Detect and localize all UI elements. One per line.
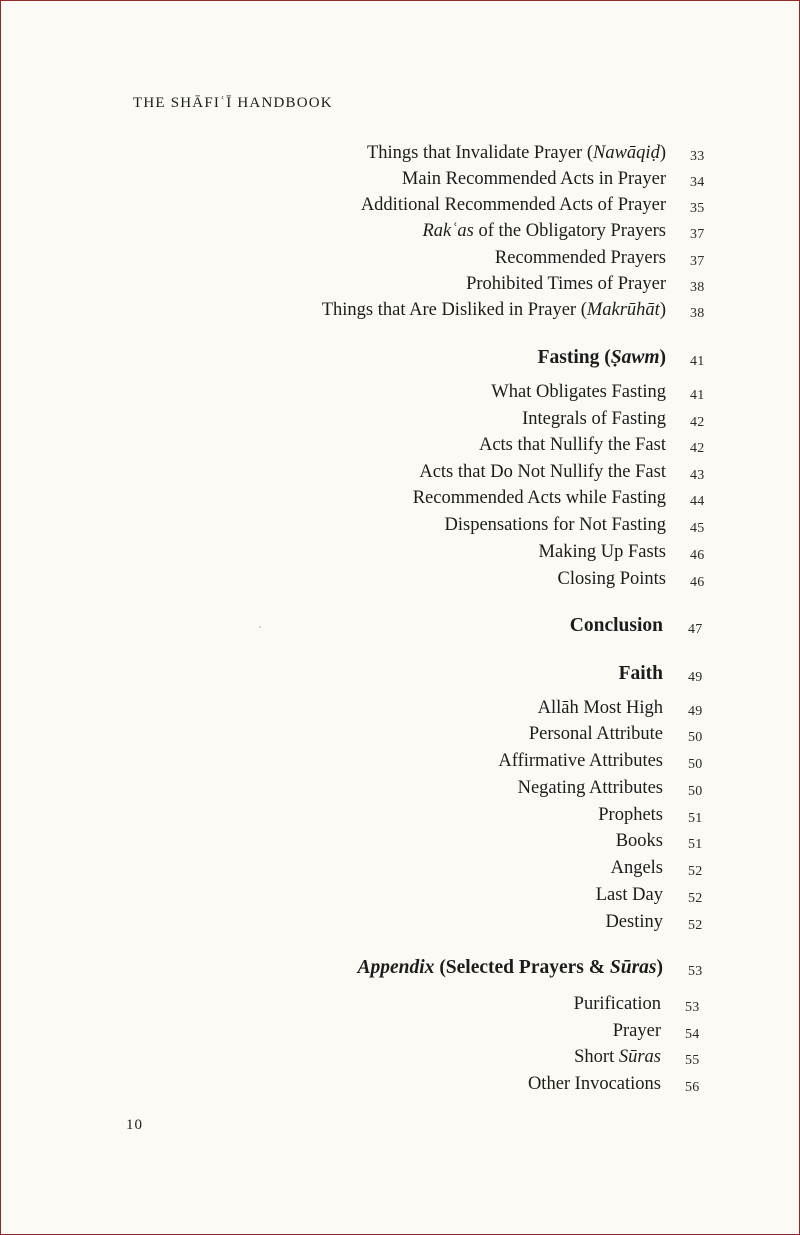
toc-entry-page: 54 — [685, 1027, 700, 1042]
toc-entry[interactable] — [1, 142, 799, 168]
toc-heading-title — [538, 347, 666, 369]
toc-entry-page: 51 — [688, 811, 703, 826]
toc-entry-page: 47 — [688, 622, 703, 637]
toc-title-text: (Selected Prayers & — [434, 957, 610, 978]
toc-entry-page: 55 — [685, 1053, 700, 1068]
toc-entry[interactable] — [1, 541, 799, 567]
toc-entry-page: 52 — [688, 891, 703, 906]
toc-title-text: Recommended Prayers — [494, 248, 666, 268]
toc-heading-title — [358, 957, 664, 979]
toc-entry-page: 52 — [688, 918, 703, 933]
toc-entry-title — [445, 514, 666, 536]
toc-entry-title — [322, 299, 666, 321]
toc-section-heading[interactable] — [1, 957, 799, 983]
toc-entry-title — [598, 804, 663, 826]
toc-title-text: Personal Attribute — [528, 724, 663, 744]
toc-title-text: Books — [615, 831, 663, 851]
toc-entry-page: 51 — [688, 837, 703, 852]
toc-entry-page: 41 — [690, 388, 705, 403]
toc-entry-page: 56 — [685, 1080, 700, 1095]
toc-entry[interactable] — [1, 220, 799, 246]
toc-title-text: Short — [574, 1047, 619, 1067]
toc-entry-title — [498, 750, 663, 772]
toc-entry-title — [558, 568, 666, 590]
toc-entry[interactable] — [1, 247, 799, 273]
toc-title-text: Fasting ( — [537, 347, 611, 368]
toc-title-text: Affirmative Attributes — [498, 751, 663, 771]
toc-entry[interactable] — [1, 1020, 799, 1046]
toc-entry-title — [491, 381, 666, 403]
toc-title-text: Acts that Do Not Nullify the Fast — [419, 462, 666, 482]
toc-entry-page: 37 — [690, 227, 705, 242]
toc-title-text: Making Up Fasts — [538, 542, 666, 562]
toc-entry[interactable] — [1, 911, 799, 937]
toc-entry[interactable] — [1, 434, 799, 460]
toc-title-text: What Obligates Fasting — [491, 382, 666, 402]
toc-title-italic: Rakʿas — [422, 221, 474, 241]
toc-entry-page: 46 — [690, 575, 705, 590]
toc-entry-page: 37 — [690, 254, 705, 269]
toc-entry[interactable] — [1, 568, 799, 594]
toc-title-text: Other Invocations — [527, 1074, 661, 1094]
toc-entry-title — [422, 220, 666, 242]
toc-entry-page: 35 — [690, 201, 705, 216]
toc-entry[interactable] — [1, 194, 799, 220]
toc-entry-page: 38 — [690, 306, 705, 321]
toc-entry-page: 43 — [690, 468, 705, 483]
toc-entry[interactable] — [1, 723, 799, 749]
toc-title-italic: Nawāqiḍ — [593, 143, 660, 163]
toc-entry-title — [605, 911, 663, 933]
toc-entry[interactable] — [1, 777, 799, 803]
toc-section-heading[interactable] — [1, 663, 799, 689]
toc-section-heading[interactable] — [1, 615, 799, 641]
toc-entry-title — [361, 194, 666, 216]
toc-entry-page: 34 — [690, 175, 705, 190]
toc-entry-title — [402, 168, 666, 190]
toc-title-text: Prohibited Times of Prayer — [466, 274, 666, 294]
toc-entry[interactable] — [1, 697, 799, 723]
toc-entry[interactable] — [1, 299, 799, 325]
toc-title-text: Integrals of Fasting — [522, 409, 666, 429]
toc-entry-title — [613, 1020, 661, 1042]
toc-entry-page: 49 — [688, 704, 703, 719]
toc-section-heading[interactable] — [1, 347, 799, 373]
toc-entry-title — [596, 884, 663, 906]
toc-entry-title — [616, 830, 663, 852]
toc-entry[interactable] — [1, 461, 799, 487]
toc-title-text: Allāh Most High — [537, 698, 663, 718]
toc-entry-page: 33 — [690, 149, 705, 164]
toc-title-text: Main Recommended Acts in Prayer — [401, 169, 666, 189]
toc-entry-title — [522, 408, 666, 430]
toc-title-text: Purification — [573, 994, 661, 1014]
toc-title-text: Prayer — [612, 1021, 661, 1041]
toc-entry[interactable] — [1, 168, 799, 194]
toc-title-italic: Sūras — [609, 957, 657, 978]
toc-title-text: Last Day — [595, 885, 663, 905]
toc-title-text: Conclusion — [569, 615, 663, 636]
toc-entry-title — [574, 1046, 661, 1068]
toc-entry-page: 49 — [688, 670, 703, 685]
toc-entry-title — [495, 247, 666, 269]
page-number: 10 — [126, 1117, 143, 1133]
toc-title-italic: Sūras — [618, 1047, 661, 1067]
toc-entry-page: 50 — [688, 784, 703, 799]
toc-entry-page: 53 — [685, 1000, 700, 1015]
toc-entry-page: 41 — [690, 354, 705, 369]
toc-title-italic: Makrūhāt — [586, 300, 660, 320]
toc-title-text: Faith — [618, 663, 663, 684]
toc-entry-page: 46 — [690, 548, 705, 563]
toc-title-text: of the Obligatory Prayers — [473, 221, 666, 241]
toc-entry[interactable] — [1, 381, 799, 407]
toc-entry[interactable] — [1, 1046, 799, 1072]
toc-heading-title — [619, 663, 663, 685]
toc-entry-title — [419, 461, 666, 483]
toc-title-text: Things that Invalidate Prayer ( — [366, 143, 593, 163]
toc-heading-title — [570, 615, 663, 637]
toc-entry[interactable] — [1, 857, 799, 883]
toc-entry-title — [479, 434, 666, 456]
toc-title-italic: Ṣawm — [610, 347, 660, 368]
toc-entry-title — [367, 142, 666, 164]
toc-entry[interactable] — [1, 830, 799, 856]
toc-title-text: Recommended Acts while Fasting — [412, 488, 666, 508]
toc-entry-page: 50 — [688, 757, 703, 772]
running-head: THE SHĀFIʿĪ HANDBOOK — [133, 95, 333, 111]
toc-entry-page: 42 — [690, 441, 705, 456]
toc-entry-page: 50 — [688, 730, 703, 745]
toc-entry-title — [518, 777, 663, 799]
table-of-contents — [1, 1, 799, 1234]
toc-title-text: ) — [659, 347, 666, 368]
toc-entry-page: 44 — [690, 494, 705, 509]
toc-entry[interactable] — [1, 408, 799, 434]
toc-entry-title — [538, 697, 663, 719]
toc-entry-title — [528, 1073, 661, 1095]
paper-speck — [259, 626, 261, 628]
toc-entry-page: 53 — [688, 964, 703, 979]
toc-title-text: Acts that Nullify the Fast — [478, 435, 666, 455]
toc-title-text: Angels — [610, 858, 663, 878]
toc-title-text: Destiny — [605, 912, 663, 932]
toc-entry-page: 38 — [690, 280, 705, 295]
toc-title-text: Prophets — [598, 805, 663, 825]
toc-entry[interactable] — [1, 884, 799, 910]
toc-entry[interactable] — [1, 273, 799, 299]
toc-title-text: Things that Are Disliked in Prayer ( — [321, 300, 587, 320]
toc-entry-page: 52 — [688, 864, 703, 879]
toc-entry[interactable] — [1, 993, 799, 1019]
toc-title-text: ) — [659, 143, 666, 163]
toc-entry-title — [611, 857, 663, 879]
toc-entry-title — [529, 723, 663, 745]
toc-title-text: ) — [659, 300, 666, 320]
toc-title-text: Closing Points — [557, 569, 666, 589]
toc-entry-title — [539, 541, 666, 563]
toc-entry[interactable] — [1, 514, 799, 540]
toc-entry-page: 45 — [690, 521, 705, 536]
toc-entry[interactable] — [1, 1073, 799, 1099]
toc-title-text: Dispensations for Not Fasting — [444, 515, 666, 535]
toc-entry-title — [466, 273, 666, 295]
toc-title-text: Additional Recommended Acts of Prayer — [360, 195, 666, 215]
toc-entry-title — [413, 487, 666, 509]
toc-entry-page: 42 — [690, 415, 705, 430]
toc-title-text: Negating Attributes — [517, 778, 663, 798]
toc-title-text: ) — [656, 957, 663, 978]
toc-entry[interactable] — [1, 750, 799, 776]
toc-entry[interactable] — [1, 487, 799, 513]
toc-title-italic: Appendix — [357, 957, 435, 978]
toc-entry-title — [574, 993, 661, 1015]
toc-entry[interactable] — [1, 804, 799, 830]
